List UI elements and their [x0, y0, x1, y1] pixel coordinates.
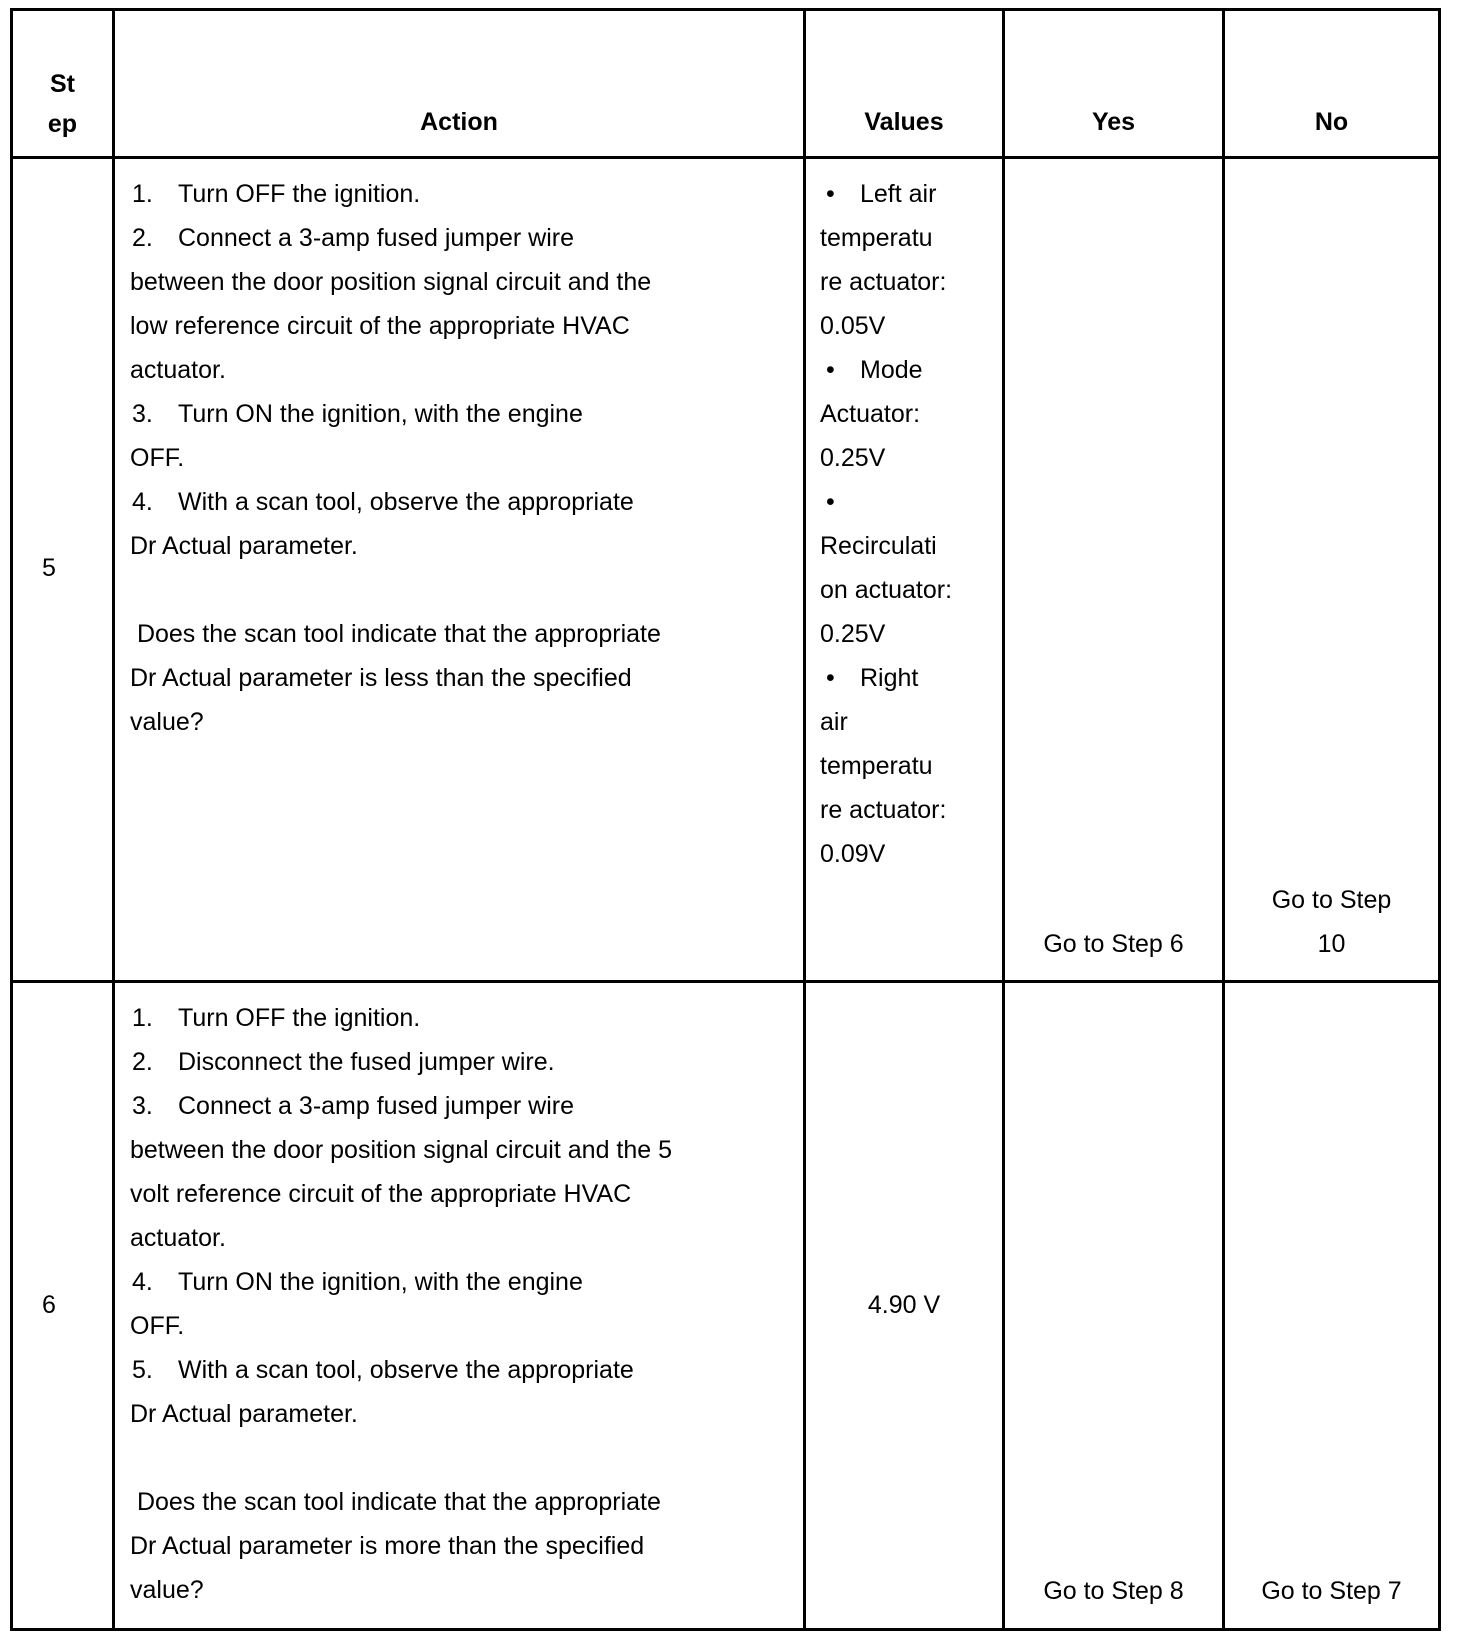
row-divider	[10, 980, 1441, 983]
value-line: temperatu	[820, 752, 933, 780]
action-line: 4. With a scan tool, observe the appropriate	[130, 480, 661, 524]
header-action: Action	[420, 108, 498, 136]
value-line: • Left air	[820, 172, 952, 216]
action-line: OFF.	[130, 444, 185, 472]
no-line: Go to Step	[1271, 886, 1392, 914]
action-line: 1. Turn OFF the ignition.	[130, 996, 672, 1040]
value-line: air	[820, 708, 848, 736]
bullet: •	[826, 356, 835, 384]
bullet: •	[826, 488, 835, 516]
step-number: 4.	[132, 488, 153, 516]
value-line: Recirculati	[820, 532, 937, 560]
table-border-top	[10, 8, 1441, 11]
question-line: Does the scan tool indicate that the appropriate	[130, 620, 661, 648]
value-line: temperatu	[820, 224, 933, 252]
action-line: actuator.	[130, 1224, 226, 1252]
table-border-bottom	[10, 1628, 1441, 1631]
action-line: between the door position signal circuit and the 5	[130, 1136, 673, 1164]
action-line: Dr Actual parameter.	[130, 1400, 358, 1428]
step-number: 3.	[132, 400, 153, 428]
value-line	[820, 480, 952, 524]
action-line: low reference circuit of the appropriate HVAC	[130, 312, 630, 340]
step-number: 1.	[132, 1004, 153, 1032]
step-number: 1.	[132, 180, 153, 208]
table-border-left	[10, 8, 13, 1631]
action-line: actuator.	[130, 356, 226, 384]
row-6-no: Go to Step 7	[1261, 1577, 1402, 1605]
step-number: 5.	[132, 1356, 153, 1384]
column-divider-step	[112, 8, 115, 1631]
step-number: 2.	[132, 224, 153, 252]
question-line: value?	[130, 708, 204, 736]
no-line: 10	[1317, 930, 1346, 958]
spacer	[130, 568, 661, 612]
header-yes: Yes	[1091, 108, 1136, 136]
step-number: 3.	[132, 1092, 153, 1120]
row-6-value: 4.90 V	[867, 1291, 941, 1319]
action-line: 1. Turn OFF the ignition.	[130, 172, 661, 216]
question-line: value?	[130, 1576, 204, 1604]
action-line: OFF.	[130, 1312, 185, 1340]
row-6-yes: Go to Step 8	[1043, 1577, 1184, 1605]
value-line: re actuator:	[820, 796, 947, 824]
step-number: 2.	[132, 1048, 153, 1076]
value-line: Actuator:	[820, 400, 921, 428]
question-line: Does the scan tool indicate that the appropriate	[130, 1488, 661, 1516]
column-divider-action	[803, 8, 806, 1631]
action-line: 2. Connect a 3-amp fused jumper wire	[130, 216, 661, 260]
action-line: between the door position signal circuit and the	[130, 268, 652, 296]
action-line: 4. Turn ON the ignition, with the engine	[130, 1260, 672, 1304]
column-divider-yes	[1222, 8, 1225, 1631]
value-line: 0.25V	[820, 620, 886, 648]
row-5-no	[1225, 878, 1438, 966]
value-line: re actuator:	[820, 268, 947, 296]
row-5-step: 5	[42, 554, 56, 582]
value-line: on actuator:	[820, 576, 953, 604]
action-line: 2. Disconnect the fused jumper wire.	[130, 1040, 672, 1084]
value-line: 0.09V	[820, 840, 886, 868]
header-step	[13, 64, 112, 144]
value-line: 0.05V	[820, 312, 886, 340]
value-line: • Right	[820, 656, 952, 700]
question-line: Dr Actual parameter is less than the specified	[130, 664, 632, 692]
header-no: No	[1314, 108, 1349, 136]
header-divider	[10, 156, 1441, 159]
row-6-step: 6	[42, 1291, 56, 1319]
spacer	[130, 1436, 672, 1480]
header-step-line2: ep	[47, 110, 78, 138]
action-line: 3. Connect a 3-amp fused jumper wire	[130, 1084, 672, 1128]
row-5-values	[820, 172, 952, 876]
bullet: •	[826, 180, 835, 208]
header-step-line1: St	[50, 70, 75, 98]
column-divider-values	[1002, 8, 1005, 1631]
action-line: 3. Turn ON the ignition, with the engine	[130, 392, 661, 436]
step-number: 4.	[132, 1268, 153, 1296]
action-line: 5. With a scan tool, observe the appropriate	[130, 1348, 672, 1392]
question-line: Dr Actual parameter is more than the specified	[130, 1532, 645, 1560]
row-5-yes: Go to Step 6	[1043, 930, 1184, 958]
value-line: • Mode	[820, 348, 952, 392]
table-border-right	[1438, 8, 1441, 1631]
value-line: 0.25V	[820, 444, 886, 472]
bullet: •	[826, 664, 835, 692]
row-5-action	[130, 172, 661, 744]
row-6-action	[130, 996, 672, 1612]
header-values: Values	[864, 108, 944, 136]
action-line: Dr Actual parameter.	[130, 532, 358, 560]
action-line: volt reference circuit of the appropriate HVAC	[130, 1180, 632, 1208]
